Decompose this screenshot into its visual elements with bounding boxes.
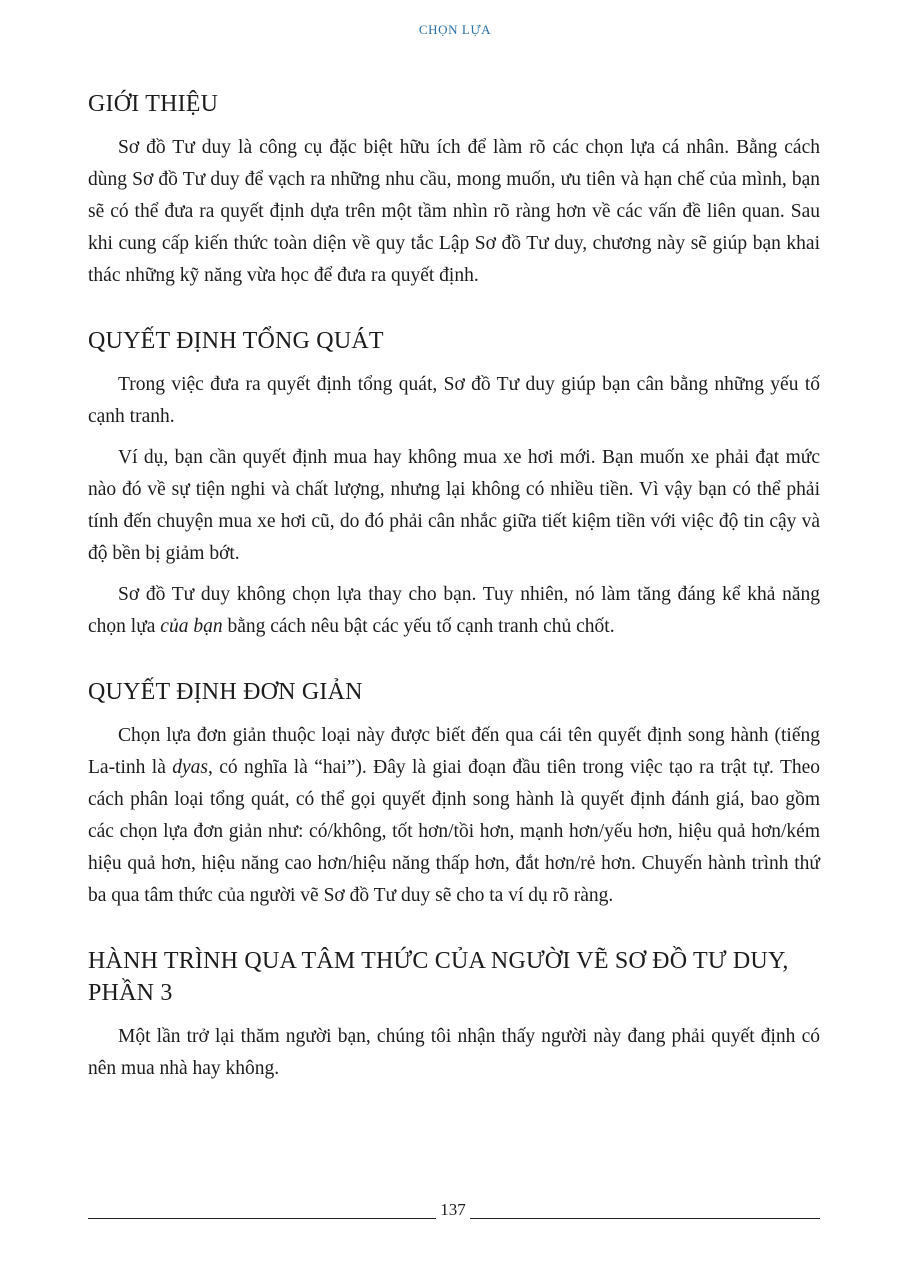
section-heading: HÀNH TRÌNH QUA TÂM THỨC CỦA NGƯỜI VẼ SƠ ĐỒ TƯ DUY, PHẦN 3: [88, 948, 789, 1006]
paragraph: Ví dụ, bạn cần quyết định mua hay không mua xe hơi mới. Bạn muốn xe phải đạt mức nào đó về sự tiện nghi và chất lượng, nhưng lại không có nhiều tiền. Vì vậy bạn có thể phải tính đến chuyện mua xe hơi cũ, do đó phải cân nhắc giữa tiết kiệm tiền với việc độ tin cậy và độ bền bị giảm bớt.: [88, 447, 820, 564]
section-quyet-dinh-don-gian: [88, 676, 820, 912]
text-run: Sơ đồ Tư duy không chọn lựa thay cho bạn. Tuy nhiên, nó làm tăng đáng kể khả năng chọn lựa: [88, 584, 820, 637]
page-number: 137: [440, 1200, 466, 1219]
page-body: [88, 88, 820, 1094]
paragraph: [88, 579, 820, 643]
paragraph: Sơ đồ Tư duy là công cụ đặc biệt hữu ích để làm rõ các chọn lựa cá nhân. Bằng cách dùng Sơ đồ Tư duy để vạch ra những nhu cầu, mong muốn, ưu tiên và hạn chế của mình, bạn sẽ có thể đưa ra quyết định dựa trên một tầm nhìn rõ ràng hơn về các vấn đề liên quan. Sau khi cung cấp kiến thức toàn diện về quy tắc Lập Sơ đồ Tư duy, chương này sẽ giúp bạn khai thác những kỹ năng vừa học để đưa ra quyết định.: [88, 137, 820, 286]
footer-rule-left: [88, 1218, 436, 1219]
section-quyet-dinh-tong-quat: [88, 325, 820, 643]
text-run: Chọn lựa đơn giản thuộc loại này được biết đến qua cái tên quyết định song hành (tiếng La-tinh là: [88, 725, 820, 778]
page-footer: [88, 1200, 820, 1225]
paragraph: Một lần trở lại thăm người bạn, chúng tôi nhận thấy người này đang phải quyết định có nên mua nhà hay không.: [88, 1026, 820, 1079]
emphasis-text: của bạn: [160, 616, 223, 637]
section-hanh-trinh: [88, 945, 820, 1085]
footer-rule-right: [470, 1218, 820, 1219]
section-heading: QUYẾT ĐỊNH ĐƠN GIẢN: [88, 679, 363, 705]
section-gioi-thieu: [88, 88, 820, 292]
paragraph: Trong việc đưa ra quyết định tổng quát, Sơ đồ Tư duy giúp bạn cân bằng những yếu tố cạnh tranh.: [88, 374, 820, 427]
section-heading: GIỚI THIỆU: [88, 91, 219, 117]
running-header: CHỌN LỰA: [418, 22, 492, 37]
section-heading: QUYẾT ĐỊNH TỔNG QUÁT: [88, 328, 384, 354]
text-run: bằng cách nêu bật các yếu tố cạnh tranh chủ chốt.: [222, 616, 615, 637]
paragraph: [88, 720, 820, 912]
text-run: , có nghĩa là “hai”). Đây là giai đoạn đầu tiên trong việc tạo ra trật tự. Theo cách phân loại tổng quát, có thể gọi quyết định song hành là quyết định đánh giá, bao gồm các chọn lựa đơn giản như: có/không, tốt hơn/tồi hơn, mạnh hơn/yếu hơn, hiệu quả hơn/kém hiệu quả hơn, hiệu năng cao hơn/hiệu năng thấp hơn, đắt hơn/rẻ hơn. Chuyến hành trình thứ ba qua tâm thức của người vẽ Sơ đồ Tư duy sẽ cho ta ví dụ rõ ràng.: [88, 757, 821, 906]
emphasis-text: dyas: [172, 757, 208, 778]
